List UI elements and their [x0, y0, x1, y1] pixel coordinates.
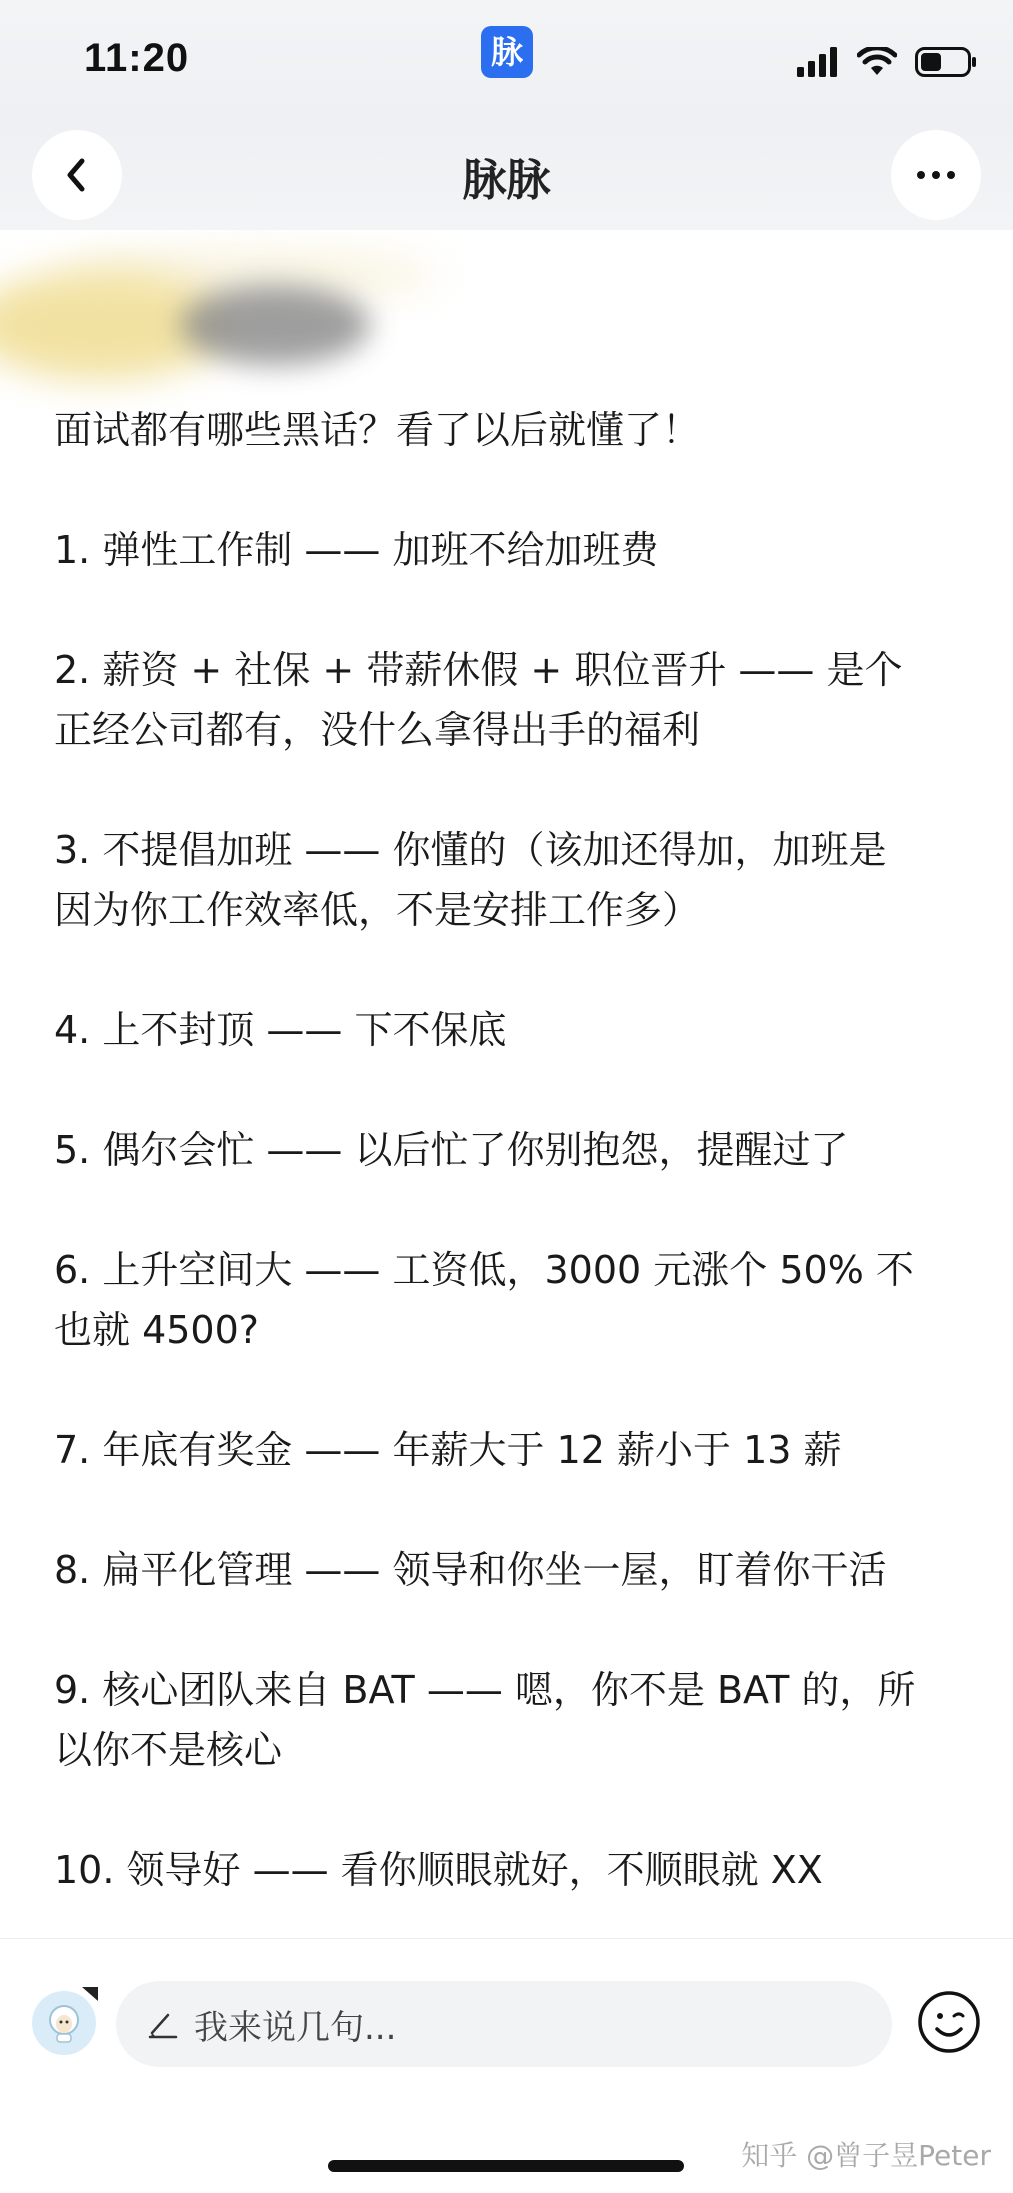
home-indicator[interactable] [328, 2160, 684, 2172]
more-button[interactable] [891, 130, 981, 220]
post-paragraph: 1. 弹性工作制 —— 加班不给加班费 [54, 528, 659, 572]
post-paragraph: 6. 上升空间大 —— 工资低，3000 元涨个 50% 不 也就 4500? [54, 1248, 914, 1352]
nav-bar [0, 120, 1013, 230]
post-paragraph: 10. 领导好 —— 看你顺眼就好，不顺眼就 XX [54, 1848, 823, 1892]
post-paragraph: 5. 偶尔会忙 —— 以后忙了你别抱怨，提醒过了 [54, 1128, 849, 1172]
more-dots-icon [916, 170, 956, 180]
post-paragraph: 8. 扁平化管理 —— 领导和你坐一屋，盯着你干活 [54, 1548, 887, 1592]
blurred-author-info [0, 230, 1013, 410]
comment-input[interactable] [116, 1981, 892, 2067]
post-content [54, 400, 984, 1960]
pen-icon [146, 2007, 180, 2041]
post-paragraph: 面试都有哪些黑话？看了以后就懂了！ [54, 408, 701, 452]
signal-icon [797, 47, 839, 77]
post-paragraph: 9. 核心团队来自 BAT —— 嗯，你不是 BAT 的，所 以你不是核心 [54, 1668, 916, 1772]
page-title: 脉脉 [462, 155, 551, 206]
comment-placeholder: 我来说几句... [194, 2007, 397, 2048]
app-badge-icon: 脉 [481, 26, 533, 78]
status-time: 11:20 [84, 36, 190, 80]
watermark: 知乎 @曾子昱Peter [741, 2139, 991, 2172]
post-paragraph: 3. 不提倡加班 —— 你懂的（该加还得加，加班是 因为你工作效率低，不是安排工作多） [54, 828, 887, 932]
status-bar [0, 0, 1013, 120]
post-paragraph: 2. 薪资 + 社保 + 带薪休假 + 职位晋升 —— 是个 正经公司都有，没什么拿得出手的福利 [54, 648, 903, 752]
post-paragraph: 4. 上不封顶 —— 下不保底 [54, 1008, 507, 1052]
smiley-icon[interactable] [916, 1989, 982, 2055]
avatar[interactable] [32, 1991, 96, 2055]
battery-icon [915, 47, 977, 77]
wifi-icon [857, 47, 897, 77]
status-icons [797, 44, 977, 80]
post-paragraph: 7. 年底有奖金 —— 年薪大于 12 薪小于 13 薪 [54, 1428, 842, 1472]
sheep-avatar-icon [41, 2000, 87, 2046]
